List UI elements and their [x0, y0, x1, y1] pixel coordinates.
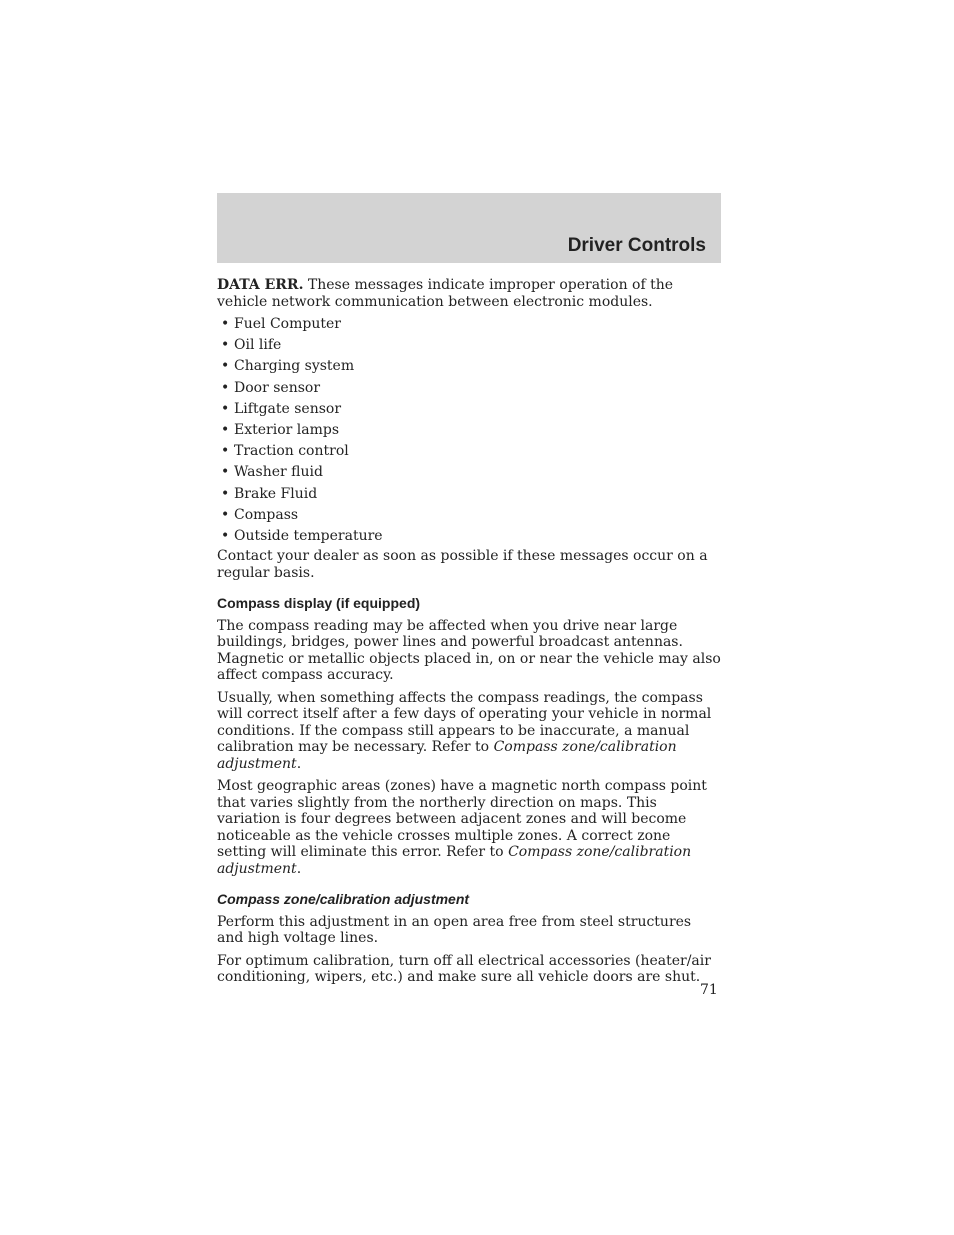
list-item: • Liftgate sensor: [217, 399, 721, 420]
bullet-icon: •: [221, 527, 230, 544]
bullet-icon: •: [221, 421, 230, 438]
contact-dealer-paragraph: Contact your dealer as soon as possible if these messages occur on a regular basis.: [217, 548, 708, 581]
calibration-paragraph-1: Perform this adjustment in an open area free from steel structures and high voltage lines.: [217, 913, 692, 947]
compass-display-heading: Compass display (if equipped): [217, 595, 421, 612]
list-item: • Traction control: [217, 441, 721, 462]
calibration-paragraph-2: For optimum calibration, turn off all electrical accessories (heater/air conditioning, wipers, etc.) and make sure all vehicle doors are shut.: [217, 952, 711, 986]
compass-paragraph-1: The compass reading may be affected when you drive near large buildings, bridges, power lines and powerful broadcast antennas. Magnetic or metallic objects placed in, on or near the vehicle may also affect compass accuracy.: [217, 617, 721, 684]
list-item: • Brake Fluid: [217, 484, 721, 505]
data-err-text: These messages indicate improper operation of the vehicle network communication between electronic modules.: [217, 277, 674, 310]
section-header: [217, 193, 721, 263]
compass-paragraph-2: Usually, when something affects the compass readings, the compass will correct itself after a few days of operating your vehicle in normal conditions. If the compass still appears to be inaccurate, a manual calibration may be necessary. Refer to Compass zone/calibration adjustment.: [217, 689, 712, 772]
data-err-label: DATA ERR.: [217, 277, 304, 293]
bullet-icon: •: [221, 316, 230, 332]
manual-page: [217, 193, 721, 992]
bullet-icon: •: [221, 443, 230, 460]
list-item: • Compass: [217, 505, 721, 526]
calibration-reference: Compass zone/calibration adjustment: [217, 844, 692, 877]
bullet-icon: •: [221, 379, 230, 396]
page-number: 71: [700, 982, 718, 998]
list-item: • Exterior lamps: [217, 420, 721, 441]
bullet-icon: •: [221, 485, 230, 502]
list-item: • Washer fluid: [217, 462, 721, 483]
list-item: • Outside temperature: [217, 526, 721, 547]
list-item: • Door sensor: [217, 378, 721, 399]
bullet-icon: •: [221, 506, 230, 523]
list-item: • Charging system: [217, 356, 721, 377]
bullet-icon: •: [221, 358, 230, 375]
calibration-heading: Compass zone/calibration adjustment: [217, 891, 470, 908]
list-item: • Oil life: [217, 335, 721, 356]
bullet-icon: •: [221, 337, 230, 354]
page-body: [217, 277, 721, 986]
list-item: • Fuel Computer: [217, 314, 721, 335]
calibration-reference: Compass zone/calibration adjustment: [217, 739, 677, 772]
message-list: [217, 314, 721, 547]
bullet-icon: •: [221, 400, 230, 417]
data-err-paragraph: [217, 277, 721, 310]
section-title: Driver Controls: [567, 235, 706, 256]
bullet-icon: •: [221, 464, 230, 481]
compass-paragraph-3: Most geographic areas (zones) have a magnetic north compass point that varies slightly from the northerly direction on maps. This variation is four degrees between adjacent zones and will become noticeable as the vehicle crosses multiple zones. A correct zone setting will eliminate this error. Refer to Compass zone/calibration adjustment.: [217, 778, 707, 877]
